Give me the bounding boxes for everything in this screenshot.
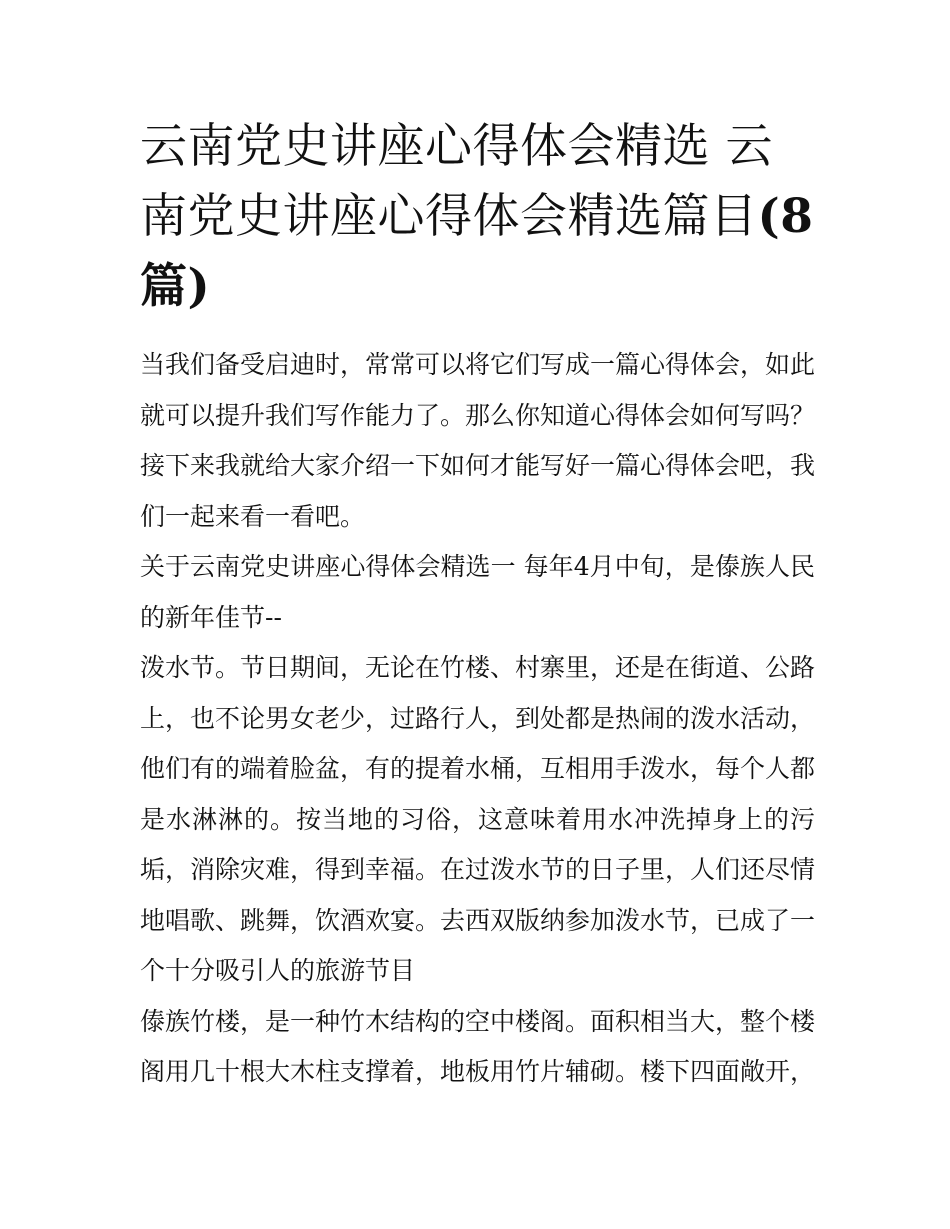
paragraph-section-one-heading: 关于云南党史讲座心得体会精选一 每年4月中旬，是傣族人民的新年佳节-- (140, 552, 815, 632)
document-title-main: 云南党史讲座心得体会精选 云南党史讲座心得体会精选篇目 (140, 119, 773, 244)
paragraph-water-festival: 泼水节。节日期间，无论在竹楼、村寨里，还是在街道、公路上，也不论男女老少，过路行人，到处都是热闹的泼水活动，他们有的端着脸盆，有的提着水桶，互相用手泼水，每个人都是水淋淋的。按当地的习俗，这意味着用水冲洗掉身上的污垢，消除灾难，得到幸福。在过泼水节的日子里，人们还尽情地唱歌、跳舞，饮酒欢宴。去西双版纳参加泼水节，已成了一个十分吸引人的旅游节目 (140, 653, 816, 985)
document-title-count: (8篇) (140, 189, 814, 314)
document-body (140, 112, 815, 1098)
paragraph-bamboo-house: 傣族竹楼，是一种竹木结构的空中楼阁。面积相当大，整个楼阁用几十根大木柱支撑着，地板用竹片辅砌。楼下四面敞开， (140, 1006, 816, 1086)
document-title (140, 112, 815, 322)
paragraph-intro: 当我们备受启迪时，常常可以将它们写成一篇心得体会，如此就可以提升我们写作能力了。那么你知道心得体会如何写吗？接下来我就给大家介绍一下如何才能写好一篇心得体会吧，我们一起来看一看吧。 (140, 350, 816, 531)
